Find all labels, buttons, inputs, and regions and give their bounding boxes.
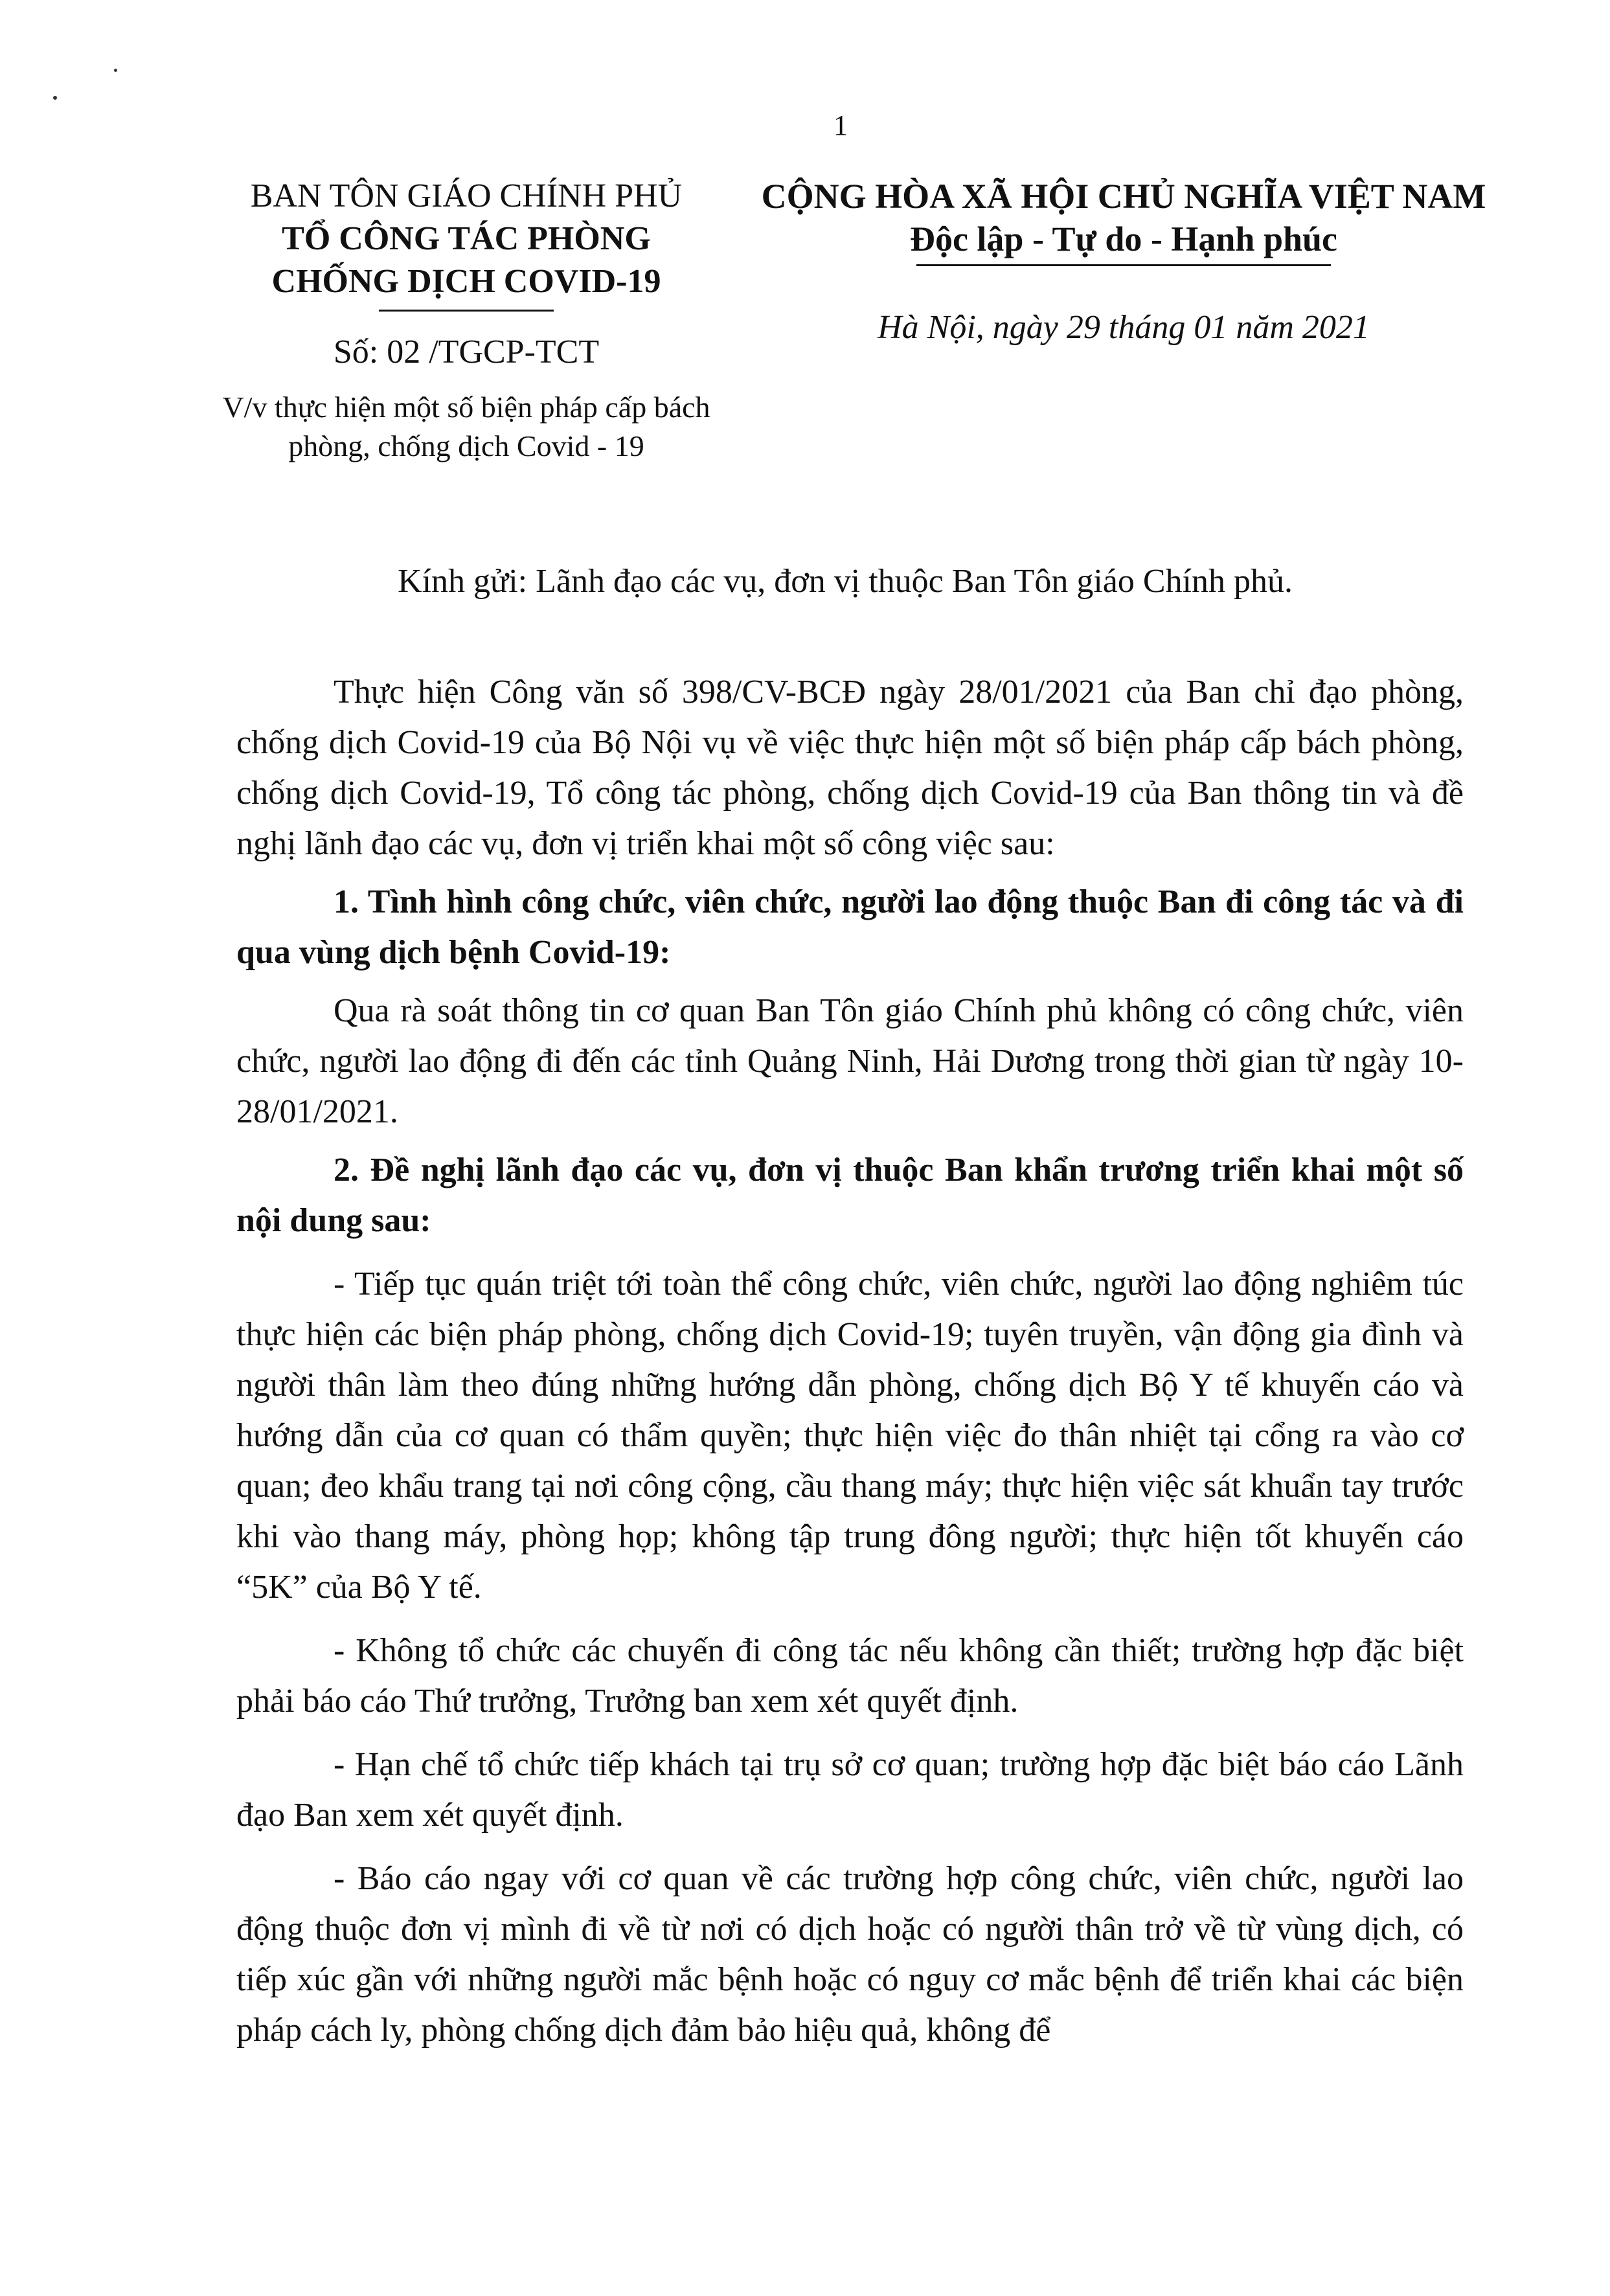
- scan-speck: [114, 69, 117, 72]
- country-name: CỘNG HÒA XÃ HỘI CHỦ NGHĨA VIỆT NAM: [761, 177, 1486, 216]
- section2-heading: 2. Đề nghị lãnh đạo các vụ, đơn vị thuộc Ban khẩn trương triển khai một số nội dung sau:: [236, 1152, 1464, 1239]
- national-motto: Độc lập - Tự do - Hạnh phúc: [909, 220, 1338, 258]
- bullet-paragraph-2: - Không tổ chức các chuyến đi công tác nếu không cần thiết; trường hợp đặc biệt phải báo cáo Thứ trưởng, Trưởng ban xem xét quyết định.: [236, 1632, 1464, 1720]
- section1-paragraph: Qua rà soát thông tin cơ quan Ban Tôn giáo Chính phủ không có công chức, viên chức, người lao động đi đến các tỉnh Quảng Ninh, Hải Dương trong thời gian từ ngày 10-28/01/2021.: [236, 992, 1464, 1130]
- scan-speck: [53, 96, 57, 100]
- document-number: Số: 02 /TGCP-TCT: [333, 334, 600, 370]
- recipient-line: Kính gửi: Lãnh đạo các vụ, đơn vị thuộc Ban Tôn giáo Chính phủ.: [398, 563, 1293, 600]
- page-number: 1: [833, 109, 848, 141]
- unit-name-line2: CHỐNG DỊCH COVID-19: [271, 263, 661, 300]
- issuer-divider: [379, 310, 554, 312]
- bullet-paragraph-4: - Báo cáo ngay với cơ quan về các trường hợp công chức, viên chức, người lao động thuộc đơn vị mình đi về từ nơi có dịch hoặc có người thân trở về từ vùng dịch, có tiếp xúc gần với những người mắc bệnh hoặc có nguy cơ mắc bệnh để triển khai các biện pháp cách ly, phòng chống dịch đảm bảo hiệu quả, không để: [236, 1860, 1464, 2049]
- place-date: Hà Nội, ngày 29 tháng 01 năm 2021: [878, 309, 1370, 346]
- bullet-paragraph-1: - Tiếp tục quán triệt tới toàn thể công chức, viên chức, người lao động nghiêm túc thực hiện các biện pháp phòng, chống dịch Covid-19; tuyên truyền, vận động gia đình và người thân làm theo đúng những hướng dẫn phòng, chống dịch Bộ Y tế khuyến cáo và hướng dẫn của cơ quan có thẩm quyền; thực hiện việc đo thân nhiệt tại cổng ra vào cơ quan; đeo khẩu trang tại nơi công cộng, cầu thang máy; thực hiện việc sát khuẩn tay trước khi vào thang máy, phòng họp; không tập trung đông người; thực hiện tốt khuyến cáo “5K” của Bộ Y tế.: [236, 1266, 1464, 1606]
- intro-paragraph: Thực hiện Công văn số 398/CV-BCĐ ngày 28/01/2021 của Ban chỉ đạo phòng, chống dịch Covid-19 của Bộ Nội vụ về việc thực hiện một số biện pháp cấp bách phòng, chống dịch Covid-19, Tổ công tác phòng, chống dịch Covid-19 của Ban thông tin và đề nghị lãnh đạo các vụ, đơn vị triển khai một số công việc sau:: [236, 674, 1464, 862]
- national-header: [751, 175, 1496, 349]
- subject-line1: V/v thực hiện một số biện pháp cấp bách: [222, 391, 710, 424]
- motto-divider: [916, 264, 1331, 266]
- unit-name-line1: TỔ CÔNG TÁC PHÒNG: [282, 220, 651, 257]
- agency-name: BAN TÔN GIÁO CHÍNH PHỦ: [250, 177, 683, 214]
- document-body: [236, 667, 1464, 2063]
- subject-line2: phòng, chống dịch Covid - 19: [288, 429, 644, 462]
- section1-heading: 1. Tình hình công chức, viên chức, người lao động thuộc Ban đi công tác và đi qua vùng dịch bệnh Covid-19:: [236, 883, 1464, 971]
- bullet-paragraph-3: - Hạn chế tổ chức tiếp khách tại trụ sở cơ quan; trường hợp đặc biệt báo cáo Lãnh đạo Ban xem xét quyết định.: [236, 1746, 1464, 1834]
- issuer-block: [220, 175, 712, 466]
